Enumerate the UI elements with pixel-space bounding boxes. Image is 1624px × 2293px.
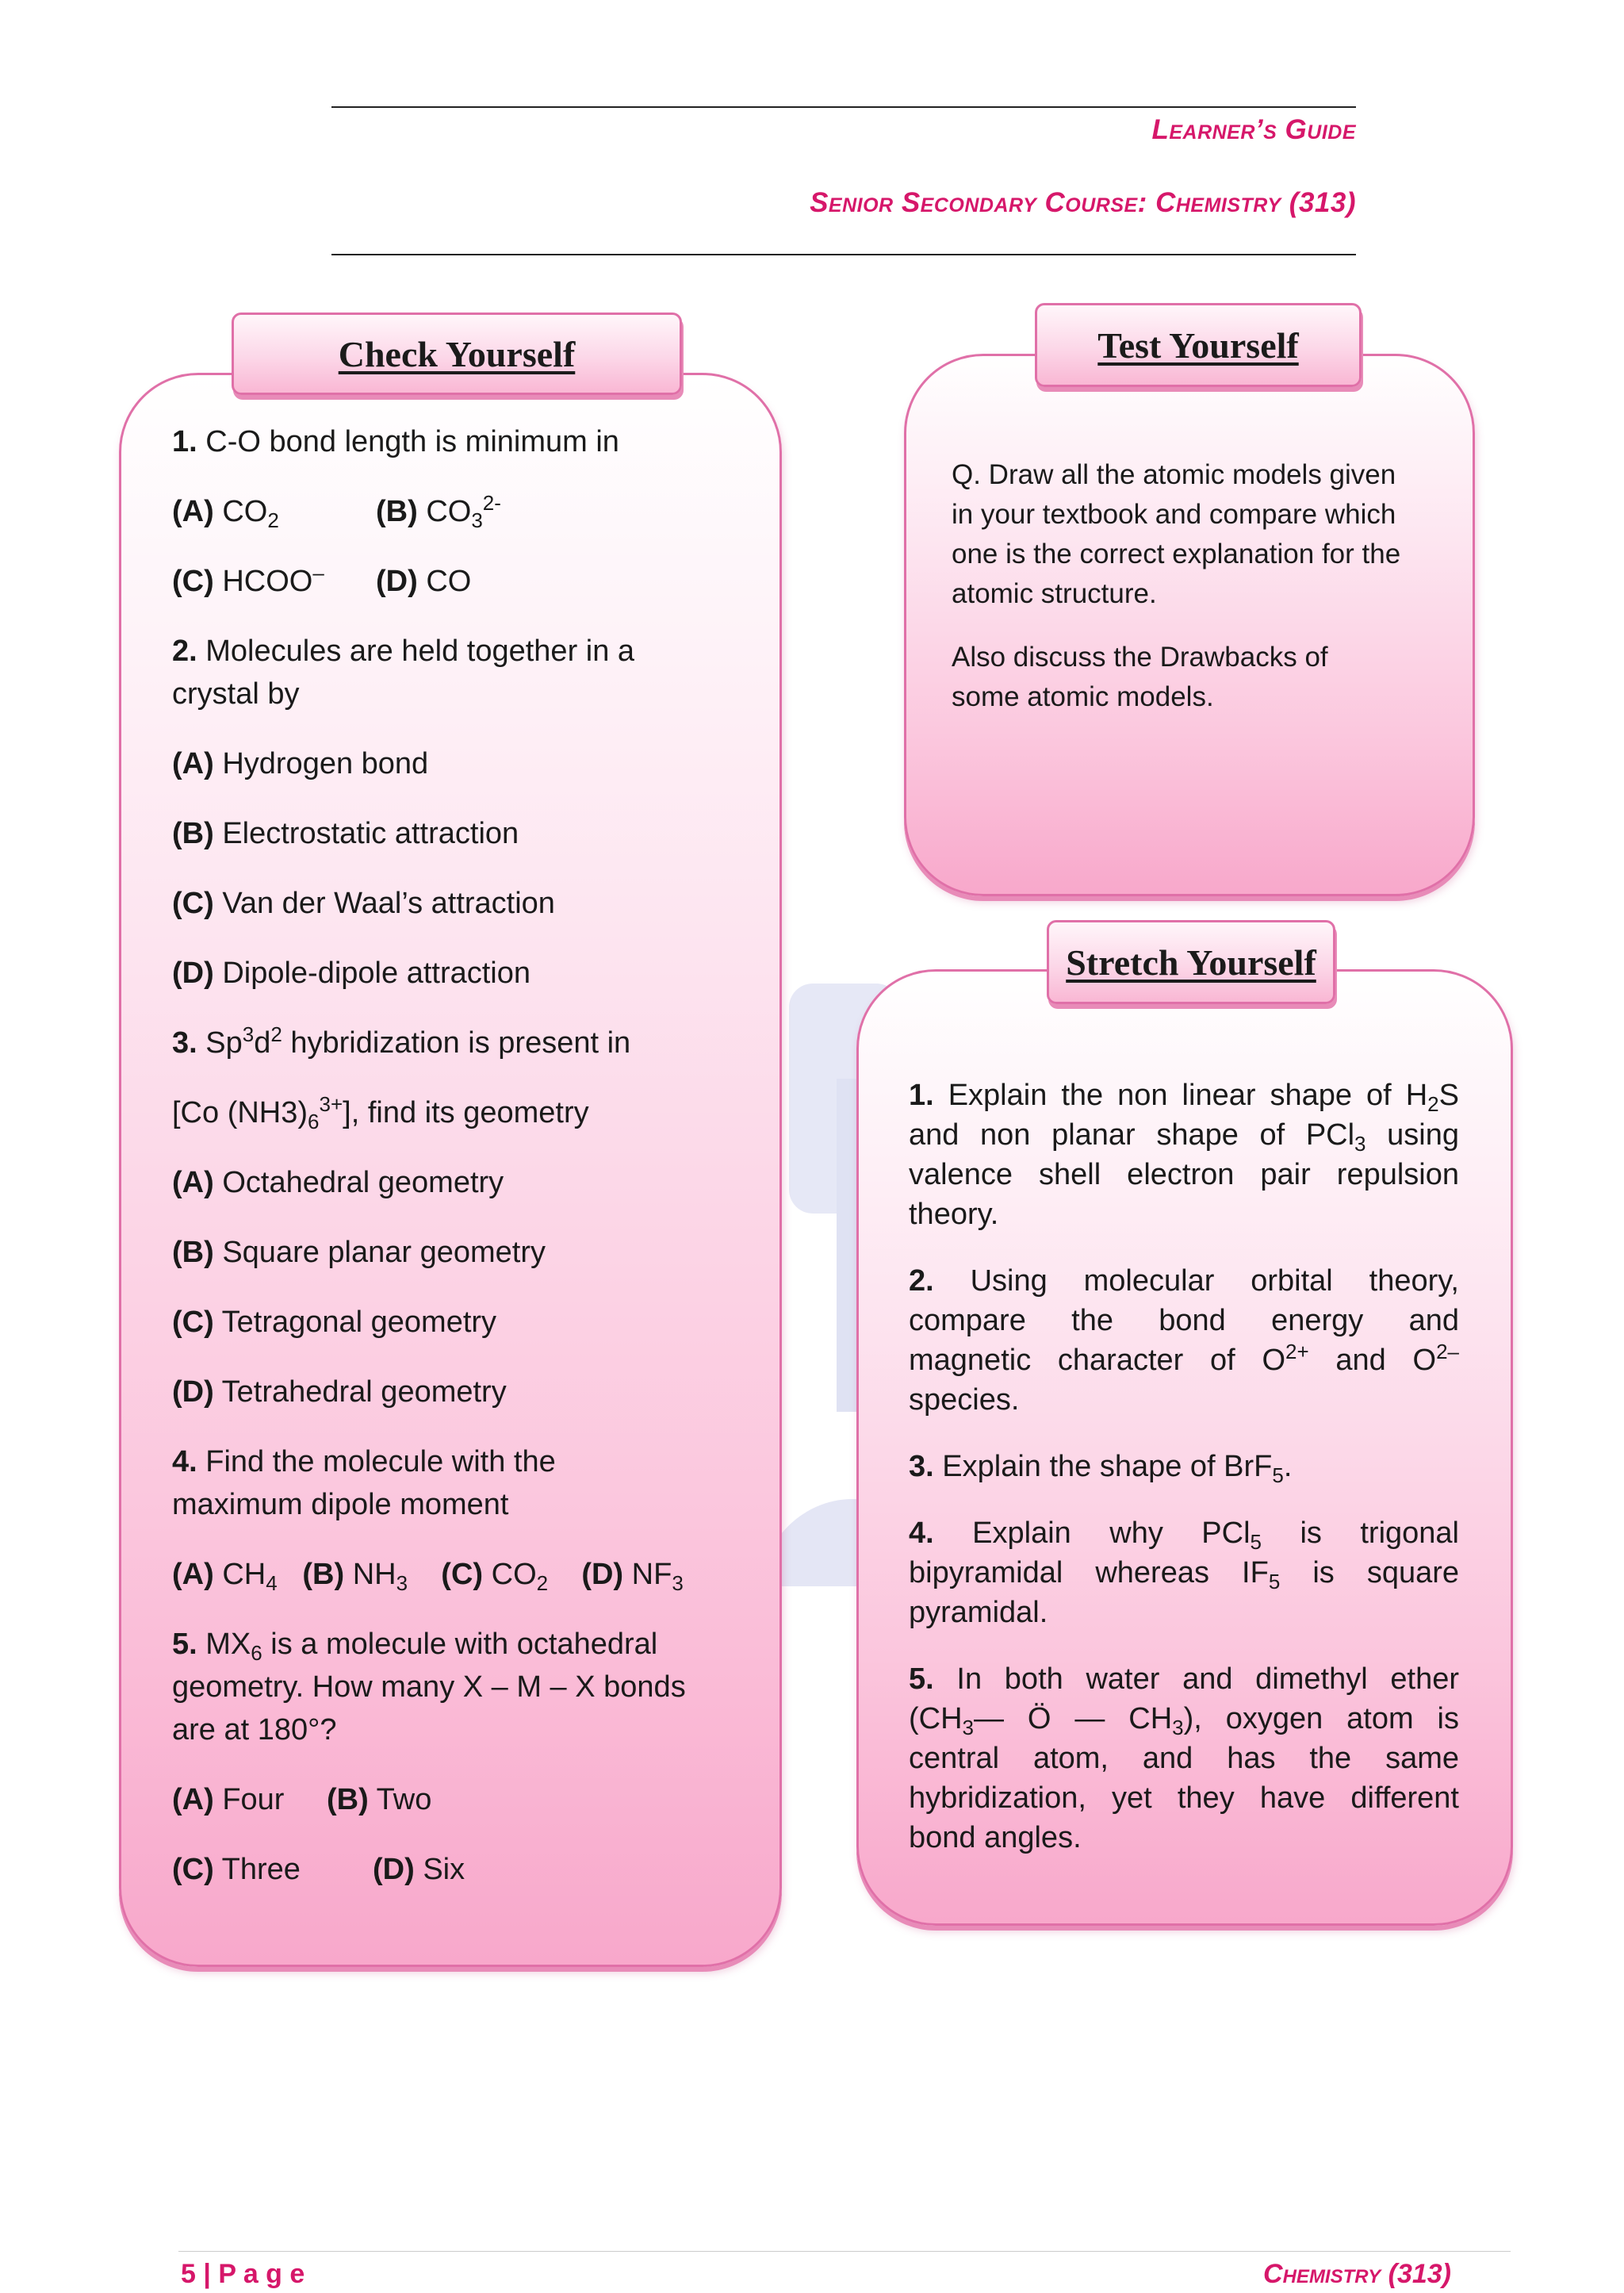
cy-q3-option-d: (D) Tetrahedral geometry bbox=[172, 1375, 507, 1409]
cy-q1-option-a: (A) $CO_2$ bbox=[172, 495, 279, 532]
sy-q4-line2: bipyramidal whereas $IF_5$ is square bbox=[909, 1556, 1460, 1593]
sy-q3: 3. Explain the shape of BrF$_5$. bbox=[909, 1450, 1293, 1487]
sy-q4-line3: pyramidal. bbox=[909, 1596, 1048, 1629]
cy-q3-option-b: (B) Square planar geometry bbox=[172, 1236, 546, 1269]
check-yourself-title: Check Yourself bbox=[338, 333, 576, 374]
test-yourself-box bbox=[904, 354, 1475, 896]
check-yourself-tab bbox=[232, 313, 682, 395]
cy-q3-line1: 3. $Sp^3d^2$ hybridization is present in bbox=[172, 1022, 631, 1060]
sy-q5-line5: bond angles. bbox=[909, 1821, 1082, 1854]
sy-q4-line1: 4. Explain why PCl$_5$ is trigonal bbox=[909, 1517, 1459, 1554]
cy-q2-option-c: (C) Van der Waal’s attraction bbox=[172, 887, 555, 920]
sy-q2-line1: 2. Using molecular orbital theory, bbox=[909, 1264, 1459, 1298]
footer-course: Chemistry (313) bbox=[1263, 2259, 1451, 2289]
course-title: Senior Secondary Course: Chemistry (313) bbox=[810, 187, 1356, 218]
footer-rule bbox=[178, 2251, 1511, 2252]
stretch-yourself-tab bbox=[1047, 920, 1335, 1004]
cy-q2-option-b: (B) Electrostatic attraction bbox=[172, 817, 519, 850]
cy-q4-line2: maximum dipole moment bbox=[172, 1488, 509, 1521]
header-rule-bottom bbox=[331, 254, 1356, 255]
cy-q2-option-a: (A) Hydrogen bond bbox=[172, 747, 429, 780]
cy-q4-options: (A) $CH_4$ (B) $NH_3$ (C) $CO_2$ (D) $NF_3$ bbox=[172, 1558, 684, 1595]
sy-q5-line2: ($CH_3—$ Ö — $CH_3$), oxygen atom is bbox=[909, 1702, 1459, 1739]
ty-line2: in your textbook and compare which bbox=[952, 499, 1396, 530]
cy-q2-line1: 2. Molecules are held together in a bbox=[172, 635, 635, 668]
guide-title: Learner’s Guide bbox=[1151, 114, 1356, 145]
sy-q5-line3: central atom, and has the same bbox=[909, 1742, 1459, 1775]
cy-q4-line1: 4. Find the molecule with the bbox=[172, 1445, 556, 1478]
cy-q3-line2: [Co $(NH3)_6^{3+}$], find its geometry bbox=[172, 1092, 589, 1133]
cy-q5-option-a: (A) Four bbox=[172, 1783, 285, 1816]
test-yourself-title: Test Yourself bbox=[1097, 324, 1299, 366]
sy-q1-line4: theory. bbox=[909, 1198, 999, 1231]
ty-line3: one is the correct explanation for the bbox=[952, 539, 1401, 569]
cy-q1-option-d: (D) CO bbox=[376, 565, 472, 598]
test-yourself-tab bbox=[1035, 303, 1362, 387]
sy-q2-line4: species. bbox=[909, 1383, 1020, 1417]
header-rule-top bbox=[331, 106, 1356, 108]
sy-q5-line1: 5. In both water and dimethyl ether bbox=[909, 1662, 1459, 1696]
cy-q5-line2: geometry. How many X – M – X bonds bbox=[172, 1670, 686, 1704]
cy-q1: 1. C-O bond length is minimum in bbox=[172, 425, 619, 458]
cy-q5-line1: 5. $MX_6$ is a molecule with octahedral bbox=[172, 1628, 658, 1665]
stretch-yourself-title: Stretch Yourself bbox=[1066, 941, 1316, 983]
sy-q2-line2: compare the bond energy and bbox=[909, 1304, 1459, 1337]
ty-line4: atomic structure. bbox=[952, 578, 1157, 609]
sy-q1-line1: 1. Explain the non linear shape of $H_2S$ bbox=[909, 1079, 1459, 1116]
cy-q5-line3: are at 180°? bbox=[172, 1713, 337, 1747]
cy-q2-option-d: (D) Dipole-dipole attraction bbox=[172, 957, 530, 990]
cy-q5-option-b: (B) Two bbox=[327, 1783, 432, 1816]
page-number: 5 | P a g e bbox=[181, 2259, 305, 2289]
cy-q1-option-b: (B) $CO_3^{2-}$ bbox=[376, 491, 501, 532]
ty-line6: some atomic models. bbox=[952, 681, 1214, 712]
sy-q1-line2: and non planar shape of PCl$_3$ using bbox=[909, 1118, 1459, 1156]
cy-q5-option-c: (C) Three bbox=[172, 1853, 301, 1886]
cy-q3-option-a: (A) Octahedral geometry bbox=[172, 1166, 504, 1199]
cy-q2-line2: crystal by bbox=[172, 677, 300, 711]
cy-q3-option-c: (C) Tetragonal geometry bbox=[172, 1306, 497, 1339]
sy-q1-line3: valence shell electron pair repulsion bbox=[909, 1158, 1459, 1191]
cy-q1-option-c: (C) HCOO– bbox=[172, 561, 324, 598]
cy-q5-option-d: (D) Six bbox=[373, 1853, 465, 1886]
ty-line1: Q. Draw all the atomic models given bbox=[952, 459, 1396, 490]
sy-q2-line3: magnetic character of $O^{2+}$ and $O^{2-}$ bbox=[909, 1340, 1459, 1377]
sy-q5-line4: hybridization, yet they have different bbox=[909, 1781, 1459, 1815]
ty-line5: Also discuss the Drawbacks of bbox=[952, 642, 1328, 673]
